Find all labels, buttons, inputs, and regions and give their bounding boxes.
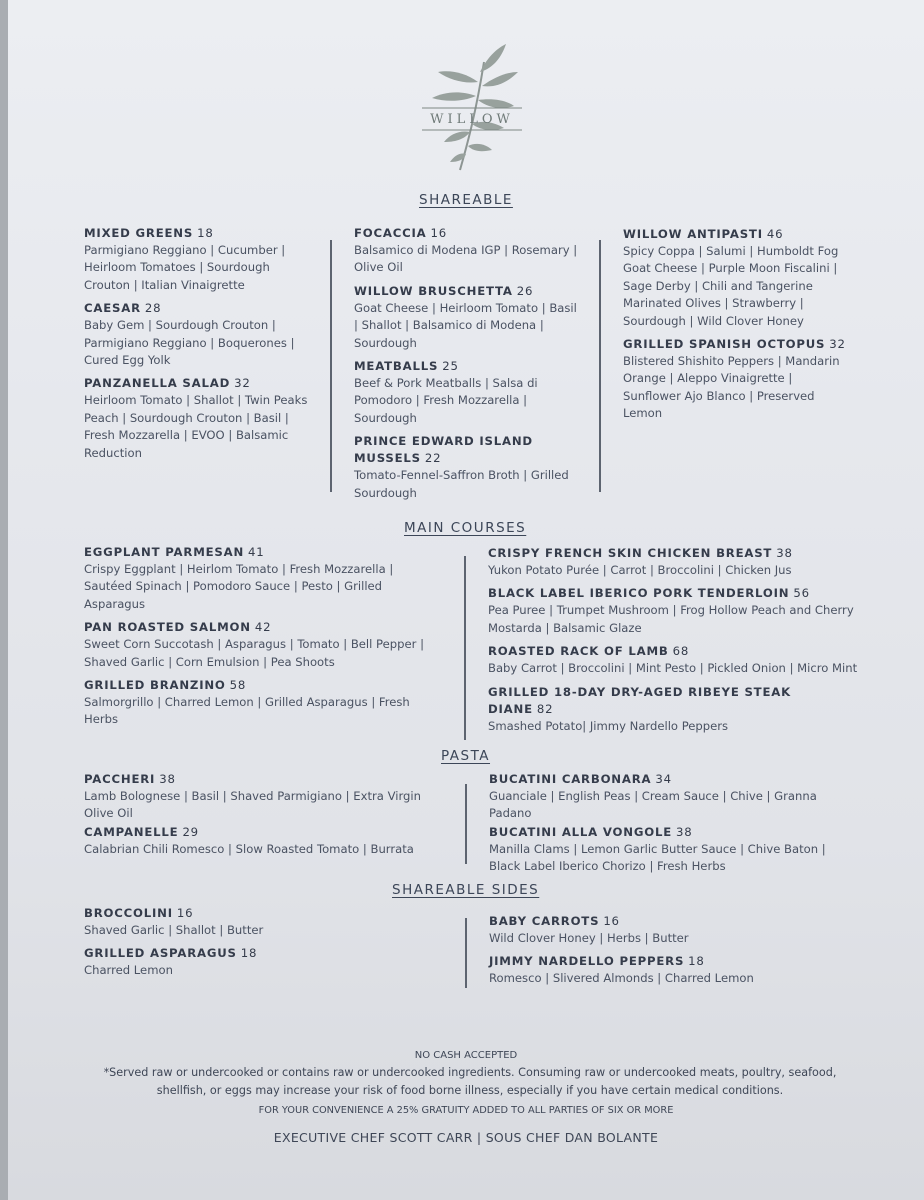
item-description: Balsamico di Modena IGP | Rosemary | Olive Oil — [354, 243, 578, 275]
main-col-left — [84, 544, 434, 735]
item-description: Pea Puree | Trumpet Mushroom | Frog Hollow Peach and Cherry Mostarda | Balsamic Glaze — [488, 603, 854, 635]
item-price: 16 — [176, 906, 194, 920]
menu-item — [84, 945, 424, 979]
item-name: BABY CARROTS — [489, 914, 600, 928]
menu-item — [488, 585, 858, 637]
pasta-col-left — [84, 771, 439, 864]
item-description: Charred Lemon — [84, 963, 173, 978]
item-price: 18 — [240, 946, 258, 961]
item-description: Parmigiano Reggiano | Cucumber | Heirloom Tomatoes | Sourdough Crouton | Italian Vinaigrette — [84, 243, 286, 292]
menu-item — [489, 913, 849, 947]
item-description: Shaved Garlic | Shallot | Butter — [84, 923, 264, 937]
menu-item — [84, 375, 314, 462]
item-name: CRISPY FRENCH SKIN CHICKEN BREAST — [488, 546, 773, 560]
item-name: PACCHERI — [84, 772, 156, 786]
menu-item — [489, 771, 849, 823]
main-col-right — [488, 545, 858, 741]
section-title-main-courses: MAIN COURSES — [404, 520, 527, 536]
item-price: 38 — [159, 772, 176, 786]
item-price: 16 — [430, 226, 447, 240]
item-description: Yukon Potato Purée | Carrot | Broccolini | Chicken Jus — [488, 563, 792, 577]
item-description: Lamb Bolognese | Basil | Shaved Parmigiano | Extra Virgin Olive Oil — [84, 789, 421, 821]
item-price: 25 — [442, 359, 459, 374]
item-description: Blistered Shishito Peppers | Mandarin Orange | Aleppo Vinaigrette | Sunflower Ajo Blanco | Preserved Lemon — [623, 354, 840, 421]
menu-item — [84, 544, 434, 613]
item-description: Heirloom Tomato | Shallot | Twin Peaks Peach | Sourdough Crouton | Basil | Fresh Mozzarella | EVOO | Balsamic Reduction — [84, 393, 308, 460]
item-price: 38 — [776, 546, 793, 560]
item-price: 82 — [536, 701, 554, 716]
logo-text: WILLOW — [430, 112, 514, 127]
menu-item — [488, 643, 858, 677]
item-name: CAMPANELLE — [84, 824, 179, 839]
column-divider — [330, 240, 332, 492]
item-name: BROCCOLINI — [84, 906, 173, 920]
no-cash-notice: NO CASH ACCEPTED — [414, 1050, 518, 1061]
shareable-col-1 — [84, 225, 314, 468]
column-divider — [464, 556, 466, 740]
item-name: WILLOW BRUSCHETTA — [354, 283, 513, 298]
item-name: GRILLED ASPARAGUS — [84, 946, 237, 961]
item-price: 32 — [234, 376, 251, 391]
item-name: FOCACCIA — [354, 226, 427, 240]
menu-item — [354, 433, 580, 502]
item-description: Salmorgrillo | Charred Lemon | Grilled Asparagus | Fresh Herbs — [84, 695, 410, 727]
menu-item — [489, 953, 849, 987]
item-price: 16 — [603, 914, 620, 928]
item-description: Baby Carrot | Broccolini | Mint Pesto | Pickled Onion | Micro Mint — [488, 661, 858, 676]
item-name: CAESAR — [84, 301, 141, 316]
menu-item — [354, 358, 580, 427]
willow-leaf-icon — [420, 42, 524, 172]
item-description: Baby Gem | Sourdough Crouton | Parmigiano Reggiano | Boquerones | Cured Egg Yolk — [84, 318, 295, 368]
shareable-col-2 — [354, 225, 580, 508]
item-description: Goat Cheese | Heirloom Tomato | Basil | Shallot | Balsamico di Modena | Sourdough — [354, 300, 577, 350]
item-name: BUCATINI CARBONARA — [489, 772, 652, 786]
column-divider — [465, 784, 467, 864]
item-price: 42 — [254, 620, 272, 635]
gratuity-notice: FOR YOUR CONVENIENCE A 25% GRATUITY ADDED TO ALL PARTIES OF SIX OR MORE — [258, 1105, 674, 1116]
item-description: Smashed Potato| Jimmy Nardello Peppers — [488, 718, 729, 733]
menu-item — [84, 300, 314, 369]
item-description: Romesco | Slivered Almonds | Charred Lemon — [489, 971, 754, 986]
section-title-shareable: SHAREABLE — [419, 192, 513, 208]
sides-col-left — [84, 905, 424, 986]
menu-item — [84, 905, 424, 939]
item-price: 29 — [182, 824, 199, 839]
item-price: 41 — [248, 545, 265, 559]
item-name: MIXED GREENS — [84, 226, 194, 240]
raw-food-disclaimer: *Served raw or undercooked or contains raw or undercooked ingredients. Consuming raw or undercooked meats, poultry, seafood, shellfish, or eggs may increase your risk of food borne illness, especially if you have certain medical conditions. — [103, 1066, 837, 1097]
item-price: 18 — [688, 954, 705, 969]
item-price: 68 — [672, 644, 690, 659]
item-name: BLACK LABEL IBERICO PORK TENDERLOIN — [488, 586, 790, 601]
sides-col-right — [489, 913, 849, 994]
menu-item — [84, 619, 434, 671]
item-price: 32 — [829, 337, 846, 352]
chef-credits: EXECUTIVE CHEF SCOTT CARR | SOUS CHEF DAN BOLANTE — [273, 1130, 659, 1145]
item-description: Tomato-Fennel-Saffron Broth | Grilled Sourdough — [354, 468, 569, 500]
menu-item — [623, 226, 849, 330]
pasta-col-right — [489, 771, 849, 882]
item-name: MEATBALLS — [354, 359, 439, 374]
item-name: PRINCE EDWARD ISLAND MUSSELS — [354, 434, 533, 466]
item-name: PANZANELLA SALAD — [84, 376, 231, 391]
menu-item — [84, 225, 314, 294]
item-description: Calabrian Chili Romesco | Slow Roasted Tomato | Burrata — [84, 841, 414, 856]
item-price: 34 — [655, 772, 672, 786]
section-title-shareable-sides: SHAREABLE SIDES — [392, 882, 540, 898]
item-name: GRILLED 18-DAY DRY-AGED RIBEYE STEAK DIANE — [488, 684, 791, 716]
item-price: 56 — [793, 586, 810, 601]
item-description: Spicy Coppa | Salumi | Humboldt Fog Goat Cheese | Purple Moon Fiscalini | Sage Derby | Chili and Tangerine Marinated Olives | Strawberry | Sourdough | Wild Clover Honey — [623, 244, 839, 328]
item-description: Guanciale | English Peas | Cream Sauce | Chive | Granna Padano — [489, 789, 817, 821]
menu-item — [623, 336, 849, 423]
item-name: EGGPLANT PARMESAN — [84, 545, 245, 559]
item-description: Wild Clover Honey | Herbs | Butter — [489, 931, 689, 945]
item-price: 18 — [197, 226, 214, 240]
item-name: BUCATINI ALLA VONGOLE — [489, 824, 673, 839]
item-description: Sweet Corn Succotash | Asparagus | Tomato | Bell Pepper | Shaved Garlic | Corn Emulsion | Pea Shoots — [84, 637, 424, 669]
section-title-pasta: PASTA — [441, 748, 491, 764]
item-description: Beef & Pork Meatballs | Salsa di Pomodoro | Fresh Mozzarella | Sourdough — [354, 376, 538, 425]
item-name: GRILLED SPANISH OCTOPUS — [623, 337, 826, 352]
item-name: ROASTED RACK OF LAMB — [488, 644, 669, 659]
menu-item — [354, 225, 580, 277]
column-divider — [599, 240, 601, 492]
menu-item — [488, 545, 858, 579]
item-name: JIMMY NARDELLO PEPPERS — [489, 954, 685, 969]
item-price: 38 — [676, 824, 693, 839]
item-name: WILLOW ANTIPASTI — [623, 227, 763, 241]
item-name: PAN ROASTED SALMON — [84, 620, 251, 635]
menu-page — [8, 0, 924, 1200]
item-price: 58 — [229, 678, 247, 693]
menu-item — [488, 684, 858, 735]
menu-item — [354, 283, 580, 352]
item-price: 28 — [144, 301, 162, 316]
item-price: 46 — [766, 227, 784, 241]
item-price: 22 — [424, 451, 442, 466]
item-description: Manilla Clams | Lemon Garlic Butter Sauce | Chive Baton | Black Label Iberico Chorizo | Fresh Herbs — [489, 841, 826, 874]
item-description: Crispy Eggplant | Heirlom Tomato | Fresh Mozzarella | Sautéed Spinach | Pomodoro Sauce | Pesto | Grilled Asparagus — [84, 562, 394, 611]
column-divider — [465, 918, 467, 988]
willow-logo — [420, 42, 524, 172]
shareable-col-3 — [623, 226, 849, 429]
menu-item — [84, 771, 439, 823]
item-price: 26 — [516, 283, 534, 298]
item-name: GRILLED BRANZINO — [84, 678, 226, 693]
menu-item — [489, 824, 849, 876]
menu-item — [84, 824, 439, 858]
menu-item — [84, 677, 434, 729]
